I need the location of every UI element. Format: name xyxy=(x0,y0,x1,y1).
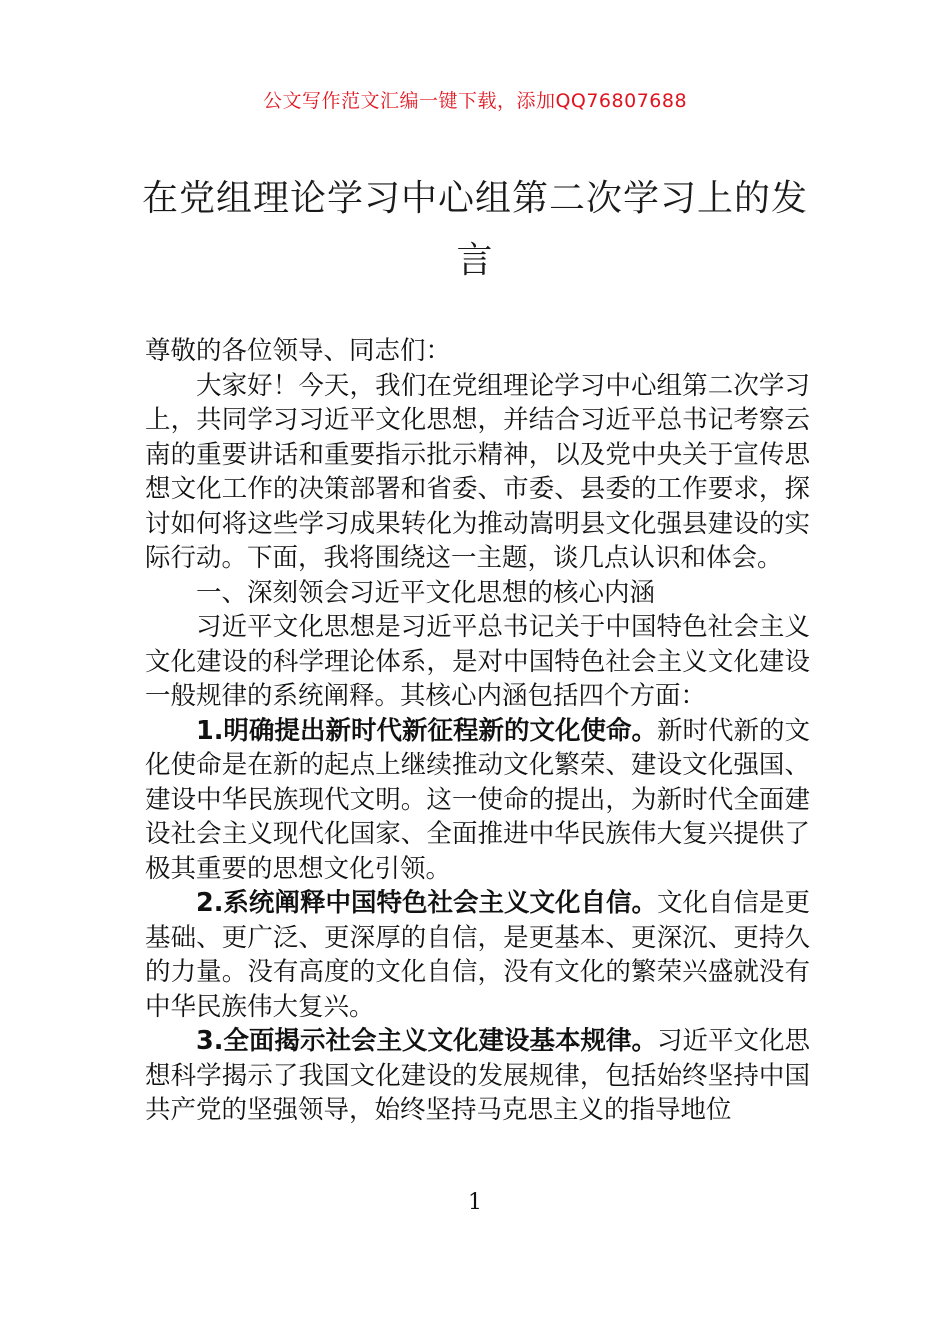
page-number: 1 xyxy=(468,1190,482,1215)
point-3-body: 习近平文化思想科学揭示了我国文化建设的发展规律，包括始终坚持中国共产党的坚强领导，始终坚持马克思主义的指导地位 xyxy=(145,1026,810,1125)
point-1-body: 新时代新的文化使命是在新的起点上继续推动文化繁荣、建设文化强国、建设中华民族现代文明。这一使命的提出，为新时代全面建设社会主义现代化国家、全面推进中华民族伟大复兴提供了极其重要的思想文化引领。 xyxy=(145,715,810,884)
paragraph-point-1 xyxy=(145,714,810,887)
point-3-lead: 3.全面揭示社会主义文化建设基本规律。 xyxy=(196,1026,657,1056)
paragraph-intro: 大家好！今天，我们在党组理论学习中心组第二次学习上，共同学习习近平文化思想，并结合习近平总书记考察云南的重要讲话和重要指示批示精神，以及党中央关于宣传思想文化工作的决策部署和省委、市委、县委的工作要求，探讨如何将这些学习成果转化为推动嵩明县文化强县建设的实际行动。下面，我将围绕这一主题，谈几点认识和体会。 xyxy=(145,370,810,573)
paragraph-point-2 xyxy=(145,886,810,1024)
header-download-note: 公文写作范文汇编一键下载，添加QQ76807688 xyxy=(262,90,688,112)
paragraph-section1: 习近平文化思想是习近平总书记关于中国特色社会主义文化建设的科学理论体系，是对中国特色社会主义文化建设一般规律的系统阐释。其核心内涵包括四个方面： xyxy=(145,612,810,711)
salutation: 尊敬的各位领导、同志们： xyxy=(145,336,452,366)
section-heading-1: 一、深刻领会习近平文化思想的核心内涵 xyxy=(196,577,656,608)
point-2-lead: 2.系统阐释中国特色社会主义文化自信。 xyxy=(196,888,657,918)
document-body xyxy=(145,334,810,1128)
paragraph-point-3 xyxy=(145,1024,810,1128)
point-1-lead: 1.明确提出新时代新征程新的文化使命。 xyxy=(196,715,657,746)
page-title: 在党组理论学习中心组第二次学习上的发言 xyxy=(141,178,808,281)
point-2-body: 文化自信是更基础、更广泛、更深厚的自信，是更基本、更深沉、更持久的力量。没有高度的文化自信，没有文化的繁荣兴盛就没有中华民族伟大复兴。 xyxy=(145,888,810,1022)
